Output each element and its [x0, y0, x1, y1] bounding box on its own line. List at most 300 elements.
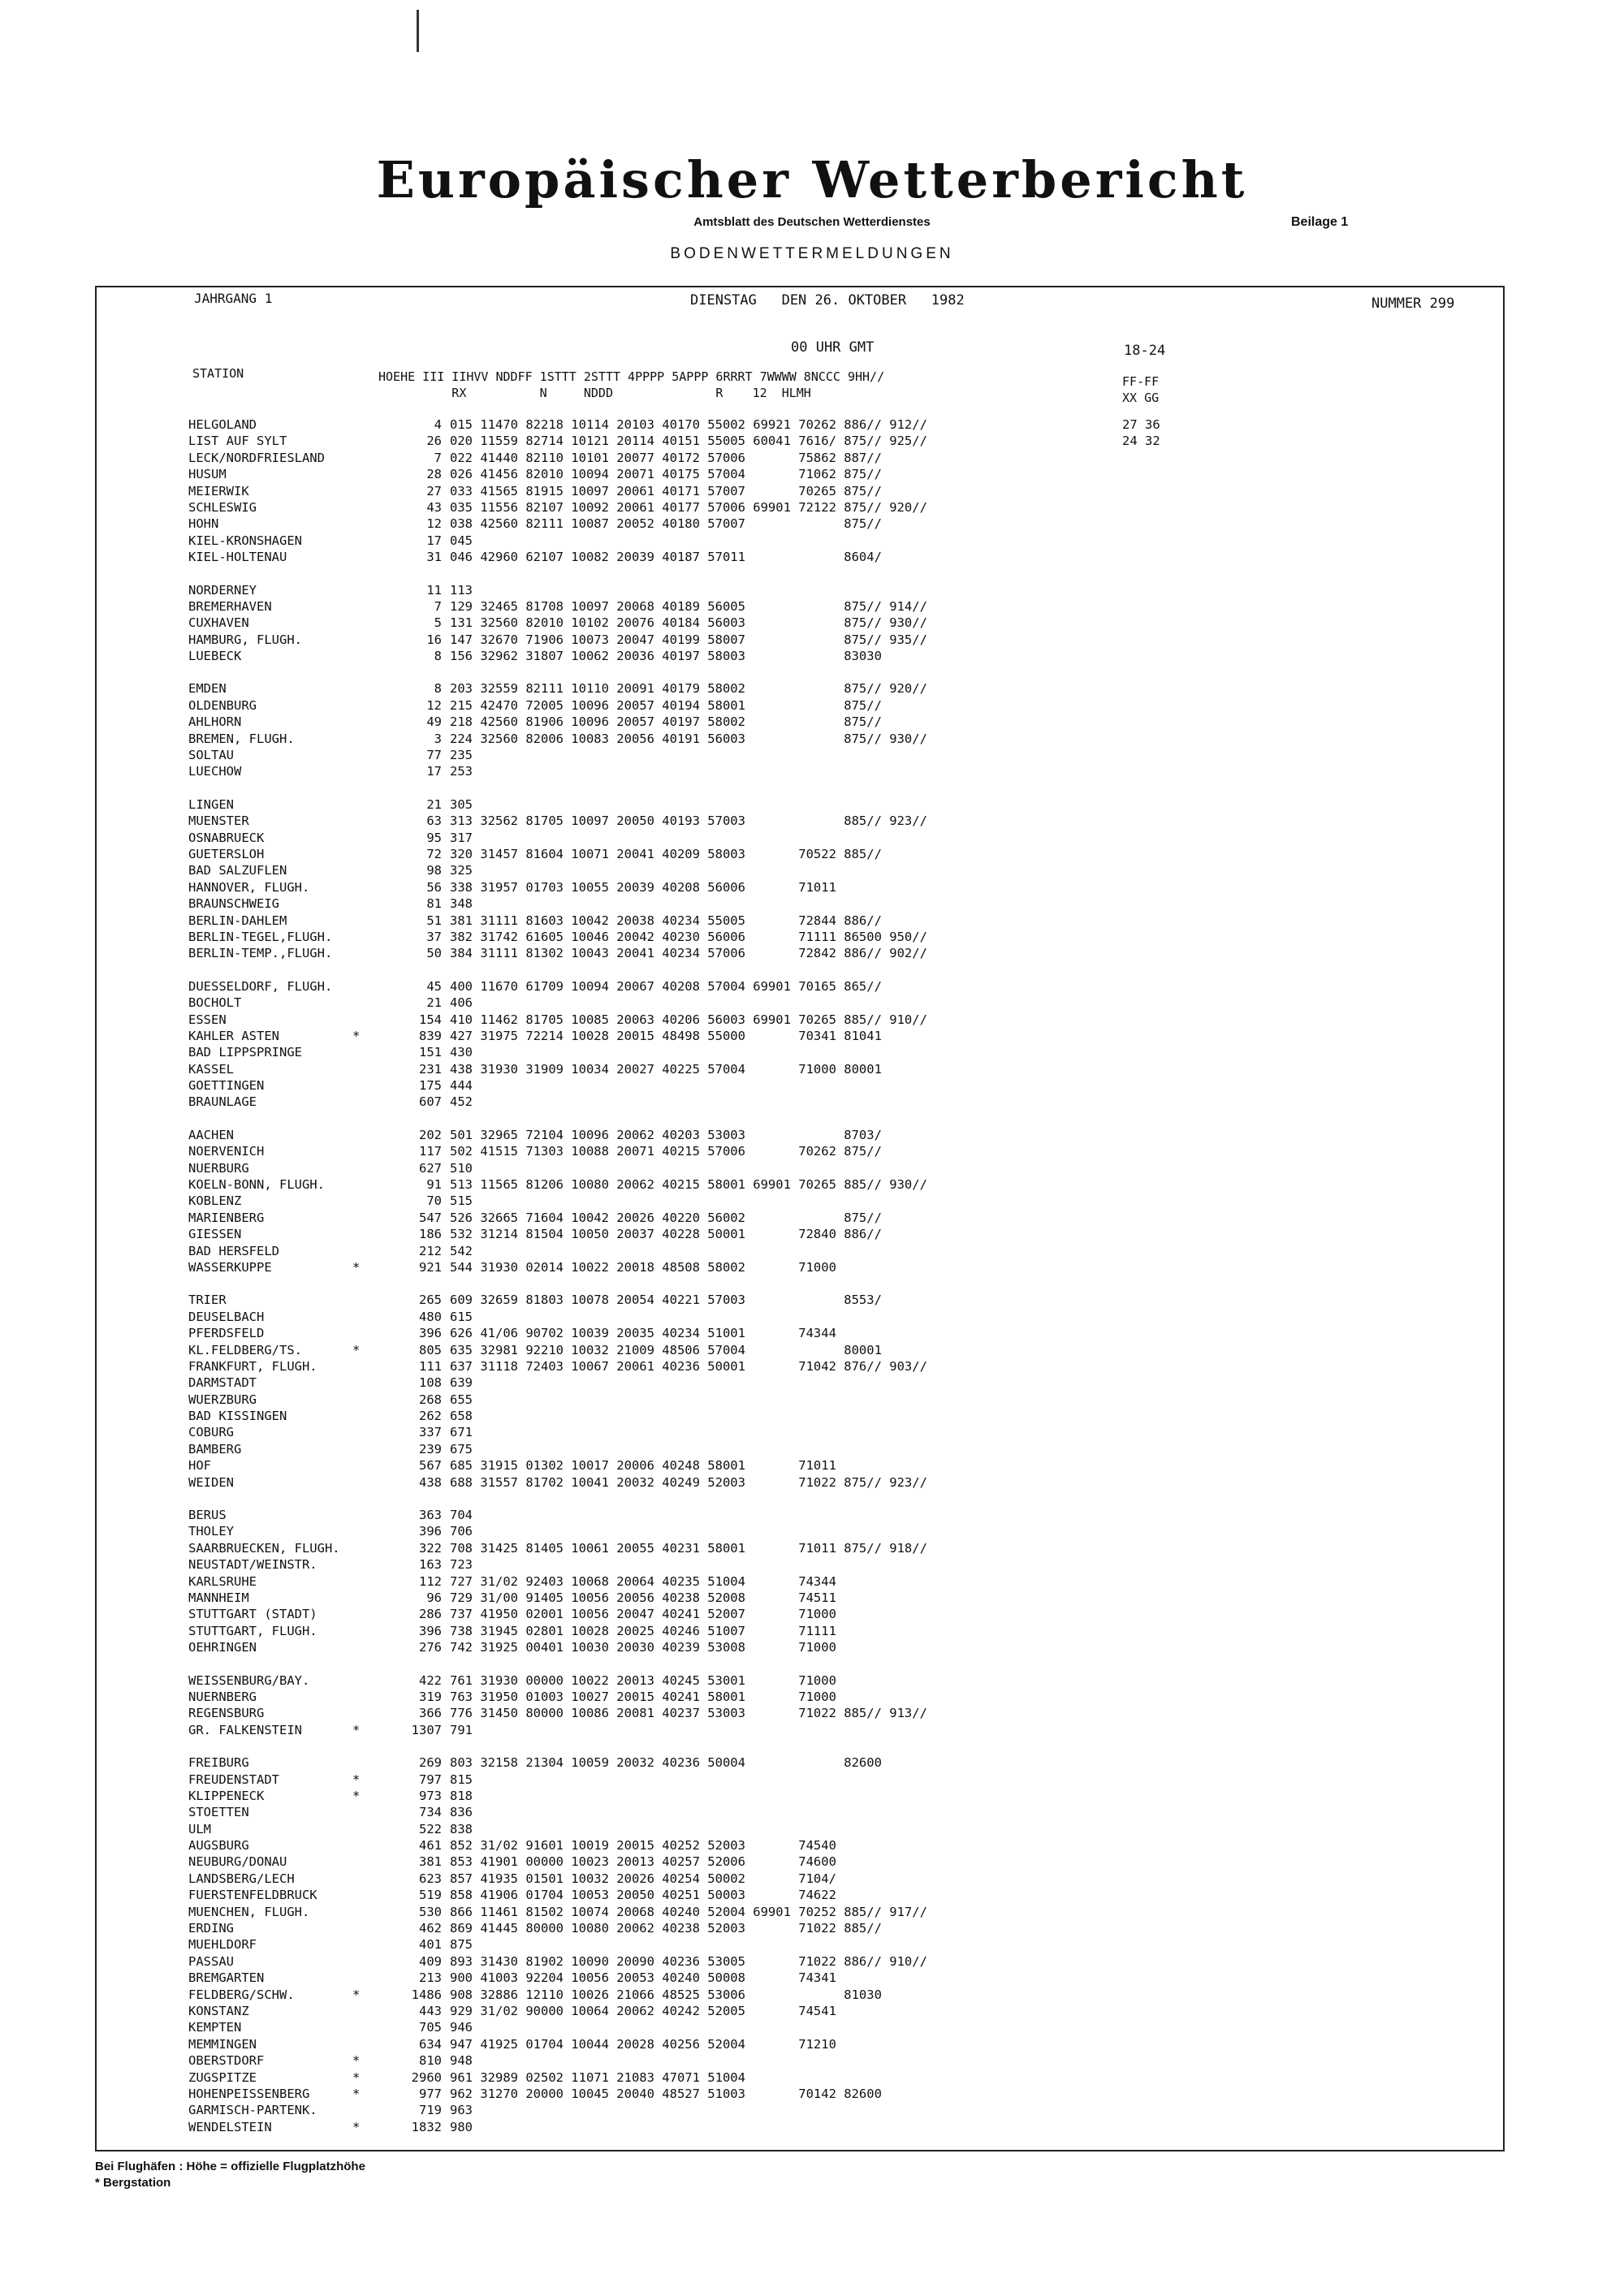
station-height: 49 — [426, 714, 442, 730]
station-name: ZUGSPITZE — [188, 2069, 257, 2085]
table-row — [188, 1624, 1455, 1640]
observation-codes: 156 32962 31807 10062 20036 40197 58003 83030 — [450, 649, 882, 664]
observation-codes: 515 — [450, 1193, 473, 1209]
station-name: STUTTGART, FLUGH. — [188, 1623, 317, 1638]
observation-codes: 815 — [450, 1772, 473, 1787]
station-name: ERDING — [188, 1921, 234, 1936]
station-height: 175 — [419, 1078, 442, 1094]
station-name: LUECHOW — [188, 764, 242, 779]
table-row — [188, 1854, 1455, 1871]
station-name: BERLIN-TEGEL,FLUGH. — [188, 929, 333, 944]
table-row — [188, 1425, 1455, 1441]
observation-codes: 704 — [450, 1508, 473, 1523]
table-row — [188, 1888, 1455, 1904]
station-name: KEMPTEN — [188, 2020, 242, 2035]
station-height: 1486 — [411, 1987, 442, 2002]
observation-codes: 224 32560 82006 10083 20056 40191 56003 875// 930// — [450, 731, 927, 746]
observation-codes: 452 — [450, 1094, 473, 1110]
station-name: HOHENPEISSENBERG — [188, 2086, 310, 2101]
table-row — [188, 698, 1455, 714]
observation-codes: 838 — [450, 1821, 473, 1836]
column-header-codes-1: HOEHE III IIHVV NDDFF 1STTT 2STTT 4PPPP 5APPP 6RRRT 7WWWW 8NCCC 9HH// — [378, 369, 885, 384]
observation-codes: 706 — [450, 1524, 473, 1539]
observation-time: 00 UHR GMT — [791, 339, 875, 356]
observation-codes: 544 31930 02014 10022 20018 48508 58002 71000 — [450, 1259, 836, 1275]
station-height: 56 — [426, 879, 442, 895]
table-row — [188, 1177, 1455, 1193]
observation-codes: 035 11556 82107 10092 20061 40177 57006 69901 72122 875// 920// — [450, 499, 927, 515]
table-row — [188, 1690, 1455, 1706]
table-row — [188, 2053, 1455, 2069]
observation-codes: 317 — [450, 830, 473, 845]
wind-period: 18-24 — [1124, 343, 1166, 359]
station-height: 810 — [419, 2053, 442, 2069]
station-height: 322 — [419, 1540, 442, 1556]
table-row — [188, 1524, 1455, 1540]
station-height: 163 — [419, 1557, 442, 1573]
observation-codes: 235 — [450, 748, 473, 763]
station-height: 268 — [419, 1392, 442, 1407]
observation-codes: 866 11461 81502 10074 20068 40240 52004 69901 70252 885// 917// — [450, 1904, 927, 1919]
observation-codes: 655 — [450, 1392, 473, 1407]
table-row — [188, 583, 1455, 599]
observation-codes: 961 32989 02502 11071 21083 47071 51004 — [450, 2069, 745, 2085]
table-row — [188, 2020, 1455, 2036]
observation-codes: 532 31214 81504 10050 20037 40228 50001 72840 886// — [450, 1227, 882, 1242]
observation-codes: 671 — [450, 1425, 473, 1440]
mountain-station-mark: * — [352, 1722, 361, 1737]
station-name: SCHLESWIG — [188, 499, 257, 515]
table-row — [188, 847, 1455, 863]
station-height: 50 — [426, 946, 442, 961]
observation-codes: 869 41445 80000 10080 20062 40238 52003 71022 885// — [450, 1921, 882, 1936]
observation-codes: 637 31118 72403 10067 20061 40236 50001 71042 876// 903// — [450, 1358, 927, 1374]
issue-number: NUMMER 299 — [1371, 296, 1455, 312]
station-height: 623 — [419, 1871, 442, 1886]
station-name: AACHEN — [188, 1127, 234, 1142]
station-name: MUENSTER — [188, 814, 249, 829]
observation-codes: 639 — [450, 1375, 473, 1391]
observation-codes: 381 31111 81603 10042 20038 40234 55005 72844 886// — [450, 913, 882, 928]
station-name: FREIBURG — [188, 1755, 249, 1771]
station-name: OBERSTDORF — [188, 2053, 265, 2069]
observation-codes: 400 11670 61709 10094 20067 40208 57004 69901 70165 865// — [450, 978, 882, 994]
station-name: LIST AUF SYLT — [188, 434, 287, 449]
station-height: 409 — [419, 1953, 442, 1969]
table-row — [188, 1128, 1455, 1144]
station-height: 265 — [419, 1293, 442, 1308]
observation-codes: 685 31915 01302 10017 20006 40248 58001 71011 — [450, 1458, 836, 1474]
station-height: 31 — [426, 550, 442, 565]
station-name: FELDBERG/SCHW. — [188, 1987, 295, 2002]
table-row — [188, 1970, 1455, 1987]
station-height: 4 — [434, 417, 442, 432]
table-row — [188, 451, 1455, 467]
wind-gusts: 24 32 — [1122, 434, 1160, 449]
observation-codes: 803 32158 21304 10059 20032 40236 50004 82600 — [450, 1755, 882, 1771]
station-name: AUGSBURG — [188, 1838, 249, 1854]
table-row — [188, 1871, 1455, 1888]
station-name: KIEL-KRONSHAGEN — [188, 533, 302, 548]
table-row — [188, 1062, 1455, 1078]
station-height: 108 — [419, 1375, 442, 1391]
observation-codes: 026 41456 82010 10094 20071 40175 57004 71062 875// — [450, 467, 882, 482]
observation-codes: 947 41925 01704 10044 20028 40256 52004 71210 — [450, 2036, 836, 2052]
observation-codes: 836 — [450, 1805, 473, 1820]
observation-codes: 215 42470 72005 10096 20057 40194 58001 875// — [450, 697, 882, 713]
observation-codes: 113 — [450, 582, 473, 598]
table-row — [188, 681, 1455, 697]
station-height: 286 — [419, 1607, 442, 1622]
station-name: COBURG — [188, 1425, 234, 1440]
page-subtitle: Amtsblatt des Deutschen Wetterdienstes — [693, 215, 931, 229]
station-name: MUEHLDORF — [188, 1937, 257, 1953]
observation-codes: 305 — [450, 796, 473, 812]
station-name: MUENCHEN, FLUGH. — [188, 1904, 310, 1919]
station-height: 8 — [434, 649, 442, 664]
table-row — [188, 1805, 1455, 1821]
column-header-station: STATION — [192, 366, 244, 381]
station-height: 921 — [419, 1259, 442, 1275]
station-height: 72 — [426, 846, 442, 861]
station-height: 5 — [434, 615, 442, 631]
table-row — [188, 814, 1455, 830]
station-height: 16 — [426, 632, 442, 647]
station-height: 805 — [419, 1342, 442, 1357]
station-height: 12 — [426, 697, 442, 713]
station-height: 462 — [419, 1921, 442, 1936]
station-name: ULM — [188, 1821, 211, 1836]
mountain-station-mark: * — [352, 1772, 361, 1787]
station-height: 111 — [419, 1358, 442, 1374]
station-height: 28 — [426, 467, 442, 482]
observation-codes: 626 41/06 90702 10039 20035 40234 51001 74344 — [450, 1326, 836, 1341]
station-height: 213 — [419, 1970, 442, 1986]
table-row — [188, 484, 1455, 500]
mountain-station-mark: * — [352, 1987, 361, 2002]
table-row — [188, 1673, 1455, 1690]
observation-codes: 818 — [450, 1788, 473, 1803]
station-height: 396 — [419, 1326, 442, 1341]
observation-codes: 033 41565 81915 10097 20061 40171 57007 70265 875// — [450, 483, 882, 498]
table-row — [188, 995, 1455, 1012]
station-name: GOETTINGEN — [188, 1078, 265, 1094]
station-name: KL.FELDBERG/TS. — [188, 1342, 302, 1357]
station-height: 276 — [419, 1640, 442, 1655]
observation-codes: 022 41440 82110 10101 20077 40172 57006 75862 887// — [450, 450, 882, 465]
observation-codes: 348 — [450, 896, 473, 912]
observation-codes: 046 42960 62107 10082 20039 40187 57011 8604/ — [450, 550, 882, 565]
station-name: EMDEN — [188, 681, 227, 697]
observation-codes: 218 42560 81906 10096 20057 40197 58002 875// — [450, 714, 882, 730]
station-name: NEUBURG/DONAU — [188, 1854, 287, 1870]
table-row — [188, 1574, 1455, 1590]
table-row — [188, 880, 1455, 896]
observation-codes: 430 — [450, 1045, 473, 1060]
station-name: MANNHEIM — [188, 1590, 249, 1605]
station-name: OEHRINGEN — [188, 1640, 257, 1655]
table-row — [188, 1293, 1455, 1309]
station-name: LECK/NORDFRIESLAND — [188, 450, 325, 465]
table-row — [188, 1458, 1455, 1474]
station-name: MARIENBERG — [188, 1210, 265, 1225]
observation-codes: 948 — [450, 2053, 473, 2069]
table-row — [188, 1954, 1455, 1970]
table-row — [188, 1921, 1455, 1937]
table-row — [188, 1144, 1455, 1160]
station-height: 269 — [419, 1755, 442, 1771]
table-row — [188, 500, 1455, 516]
station-name: GR. FALKENSTEIN — [188, 1722, 302, 1737]
station-height: 95 — [426, 830, 442, 845]
table-row — [188, 533, 1455, 550]
observation-codes: 406 — [450, 995, 473, 1011]
station-height: 363 — [419, 1508, 442, 1523]
table-row — [188, 1029, 1455, 1045]
station-height: 239 — [419, 1441, 442, 1457]
observation-codes: 615 — [450, 1309, 473, 1324]
station-height: 12 — [426, 516, 442, 532]
station-height: 2960 — [411, 2069, 442, 2085]
table-row — [188, 1772, 1455, 1789]
observation-codes: 900 41003 92204 10056 20053 40240 50008 74341 — [450, 1970, 836, 1986]
station-name: PFERDSFELD — [188, 1326, 265, 1341]
station-name: BOCHOLT — [188, 995, 242, 1011]
observation-codes: 513 11565 81206 10080 20062 40215 58001 69901 70265 885// 930// — [450, 1177, 927, 1193]
table-row — [188, 831, 1455, 847]
table-row — [188, 2103, 1455, 2119]
table-row — [188, 1706, 1455, 1722]
station-name: FREUDENSTADT — [188, 1772, 279, 1787]
station-name: KOBLENZ — [188, 1193, 242, 1209]
station-name: KAHLER ASTEN — [188, 1028, 279, 1043]
table-row — [188, 1375, 1455, 1392]
mountain-station-mark: * — [352, 1259, 361, 1275]
observation-codes: 893 31430 81902 10090 20090 40236 53005 71022 886// 910// — [450, 1953, 927, 1969]
observation-codes: 325 — [450, 863, 473, 878]
table-row — [188, 1607, 1455, 1623]
observation-codes: 675 — [450, 1441, 473, 1457]
footnote-mountain-station: * Bergstation — [95, 2176, 171, 2190]
station-name: MEMMINGEN — [188, 2036, 257, 2052]
station-name: WEISSENBURG/BAY. — [188, 1672, 310, 1688]
station-name: NUERBURG — [188, 1160, 249, 1176]
page-title: Europäischer Wetterbericht — [376, 150, 1248, 209]
mountain-station-mark: * — [352, 1028, 361, 1043]
observation-codes: 742 31925 00401 10030 20030 40239 53008 71000 — [450, 1640, 836, 1655]
station-name: HAMBURG, FLUGH. — [188, 632, 302, 647]
station-height: 734 — [419, 1805, 442, 1820]
station-height: 627 — [419, 1160, 442, 1176]
observation-codes: 542 — [450, 1243, 473, 1258]
station-name: REGENSBURG — [188, 1706, 265, 1721]
station-name: FUERSTENFELDBRUCK — [188, 1888, 317, 1903]
station-height: 11 — [426, 582, 442, 598]
table-row — [188, 1590, 1455, 1607]
observation-codes: 410 11462 81705 10085 20063 40206 56003 69901 70265 885// 910// — [450, 1012, 927, 1027]
table-row — [188, 1723, 1455, 1739]
observation-codes: 776 31450 80000 10086 20081 40237 53003 71022 885// 913// — [450, 1706, 927, 1721]
station-height: 21 — [426, 796, 442, 812]
column-header-codes-2: RX N NDDD R 12 HLMH — [378, 386, 811, 400]
table-row — [188, 1392, 1455, 1409]
observation-codes: 313 32562 81705 10097 20050 40193 57003 885// 923// — [450, 814, 927, 829]
table-row — [188, 1409, 1455, 1425]
station-name: FRANKFURT, FLUGH. — [188, 1358, 317, 1374]
table-row — [188, 797, 1455, 814]
station-height: 530 — [419, 1904, 442, 1919]
station-name: LUEBECK — [188, 649, 242, 664]
table-row — [188, 1193, 1455, 1210]
observation-codes: 946 — [450, 2020, 473, 2035]
station-name: BRAUNLAGE — [188, 1094, 257, 1110]
station-height: 186 — [419, 1227, 442, 1242]
station-name: BAD KISSINGEN — [188, 1409, 287, 1424]
observation-codes: 384 31111 81302 10043 20041 40234 57006 72842 886// 902// — [450, 946, 927, 961]
mountain-station-mark: * — [352, 2119, 361, 2134]
station-height: 607 — [419, 1094, 442, 1110]
station-name: LANDSBERG/LECH — [188, 1871, 295, 1886]
station-name: HUSUM — [188, 467, 227, 482]
station-name: BAMBERG — [188, 1441, 242, 1457]
table-row — [188, 1508, 1455, 1524]
station-name: OSNABRUECK — [188, 830, 265, 845]
station-height: 37 — [426, 929, 442, 944]
column-header-wind-1: FF-FF — [1122, 374, 1160, 389]
observation-codes: 526 32665 71604 10042 20026 40220 56002 875// — [450, 1210, 882, 1225]
station-name: NOERVENICH — [188, 1144, 265, 1159]
table-row — [188, 1937, 1455, 1953]
station-height: 70 — [426, 1193, 442, 1209]
station-height: 26 — [426, 434, 442, 449]
table-row — [188, 649, 1455, 665]
table-row — [188, 516, 1455, 533]
station-name: TRIER — [188, 1293, 227, 1308]
observation-codes: 444 — [450, 1078, 473, 1094]
observation-codes: 609 32659 81803 10078 20054 40221 57003 8553/ — [450, 1293, 882, 1308]
station-height: 21 — [426, 995, 442, 1011]
scan-mark — [417, 10, 419, 52]
station-name: KARLSRUHE — [188, 1573, 257, 1589]
observation-codes: 020 11559 82714 10121 20114 40151 55005 60041 7616/ 875// 925// — [450, 434, 927, 449]
observation-codes: 857 41935 01501 10032 20026 40254 50002 7104/ — [450, 1871, 836, 1886]
station-height: 212 — [419, 1243, 442, 1258]
mountain-station-mark: * — [352, 1342, 361, 1357]
observation-codes: 038 42560 82111 10087 20052 40180 57007 875// — [450, 516, 882, 532]
table-row — [188, 764, 1455, 780]
table-row — [188, 1557, 1455, 1573]
observation-codes: 761 31930 00000 10022 20013 40245 53001 71000 — [450, 1672, 836, 1688]
station-height: 797 — [419, 1772, 442, 1787]
table-row — [188, 2004, 1455, 2020]
table-row — [188, 599, 1455, 615]
table-row — [188, 417, 1455, 434]
observation-codes: 980 — [450, 2119, 473, 2134]
table-row — [188, 913, 1455, 930]
station-height: 8 — [434, 681, 442, 697]
table-row — [188, 1012, 1455, 1029]
station-name: PASSAU — [188, 1953, 234, 1969]
station-name: BREMGARTEN — [188, 1970, 265, 1986]
station-height: 422 — [419, 1672, 442, 1688]
observation-codes: 929 31/02 90000 10064 20062 40242 52005 74541 — [450, 2003, 836, 2018]
observation-codes: 708 31425 81405 10061 20055 40231 58001 71011 875// 918// — [450, 1540, 927, 1556]
station-height: 480 — [419, 1309, 442, 1324]
observation-codes: 253 — [450, 764, 473, 779]
table-row — [188, 632, 1455, 649]
station-height: 27 — [426, 483, 442, 498]
observation-codes: 045 — [450, 533, 473, 548]
table-row — [188, 732, 1455, 748]
station-list — [188, 417, 1455, 2136]
table-row — [188, 1045, 1455, 1061]
observation-codes: 727 31/02 92403 10068 20064 40235 51004 74344 — [450, 1573, 836, 1589]
station-height: 396 — [419, 1623, 442, 1638]
station-height: 45 — [426, 978, 442, 994]
station-name: HELGOLAND — [188, 417, 257, 432]
station-name: LINGEN — [188, 796, 234, 812]
station-height: 51 — [426, 913, 442, 928]
observation-codes: 738 31945 02801 10028 20025 40246 51007 71111 — [450, 1623, 836, 1638]
station-name: BERUS — [188, 1508, 227, 1523]
station-name: WASSERKUPPE — [188, 1259, 272, 1275]
observation-codes: 501 32965 72104 10096 20062 40203 53003 8703/ — [450, 1127, 882, 1142]
observation-codes: 688 31557 81702 10041 20032 40249 52003 71022 875// 923// — [450, 1474, 927, 1490]
observation-codes: 963 — [450, 2103, 473, 2118]
station-name: MEIERWIK — [188, 483, 249, 498]
mountain-station-mark: * — [352, 2069, 361, 2085]
station-name: STOETTEN — [188, 1805, 249, 1820]
observation-codes: 131 32560 82010 10102 20076 40184 56003 875// 930// — [450, 615, 927, 631]
station-name: SAARBRUECKEN, FLUGH. — [188, 1540, 340, 1556]
observation-codes: 962 31270 20000 10045 20040 48527 51003 70142 82600 — [450, 2086, 882, 2101]
table-row — [188, 714, 1455, 731]
table-row — [188, 1755, 1455, 1772]
station-height: 17 — [426, 533, 442, 548]
observation-codes: 852 31/02 91601 10019 20015 40252 52003 74540 — [450, 1838, 836, 1854]
station-height: 705 — [419, 2020, 442, 2035]
station-height: 202 — [419, 1127, 442, 1142]
footnote-airport: Bei Flughäfen : Höhe = offizielle Flugplatzhöhe — [95, 2160, 365, 2173]
observation-codes: 147 32670 71906 10073 20047 40199 58007 875// 935// — [450, 632, 927, 647]
table-row — [188, 1310, 1455, 1326]
station-height: 522 — [419, 1821, 442, 1836]
observation-codes: 203 32559 82111 10110 20091 40179 58002 875// 920// — [450, 681, 927, 697]
station-name: HOF — [188, 1458, 211, 1474]
station-height: 1307 — [411, 1722, 442, 1737]
station-name: GARMISCH-PARTENK. — [188, 2103, 317, 2118]
station-name: DARMSTADT — [188, 1375, 257, 1391]
table-row — [188, 1475, 1455, 1491]
station-height: 231 — [419, 1061, 442, 1077]
station-height: 366 — [419, 1706, 442, 1721]
station-height: 112 — [419, 1573, 442, 1589]
observation-codes: 510 — [450, 1160, 473, 1176]
table-row — [188, 2037, 1455, 2053]
table-row — [188, 1822, 1455, 1838]
table-row — [188, 550, 1455, 566]
observation-codes: 853 41901 00000 10023 20013 40257 52006 74600 — [450, 1854, 836, 1870]
mountain-station-mark: * — [352, 1788, 361, 1803]
mountain-station-mark: * — [352, 2053, 361, 2069]
station-height: 337 — [419, 1425, 442, 1440]
station-height: 117 — [419, 1144, 442, 1159]
station-name: THOLEY — [188, 1524, 234, 1539]
station-height: 1832 — [411, 2119, 442, 2134]
station-name: AHLHORN — [188, 714, 242, 730]
station-height: 973 — [419, 1788, 442, 1803]
observation-codes: 858 41906 01704 10053 20050 40251 50003 74622 — [450, 1888, 836, 1903]
